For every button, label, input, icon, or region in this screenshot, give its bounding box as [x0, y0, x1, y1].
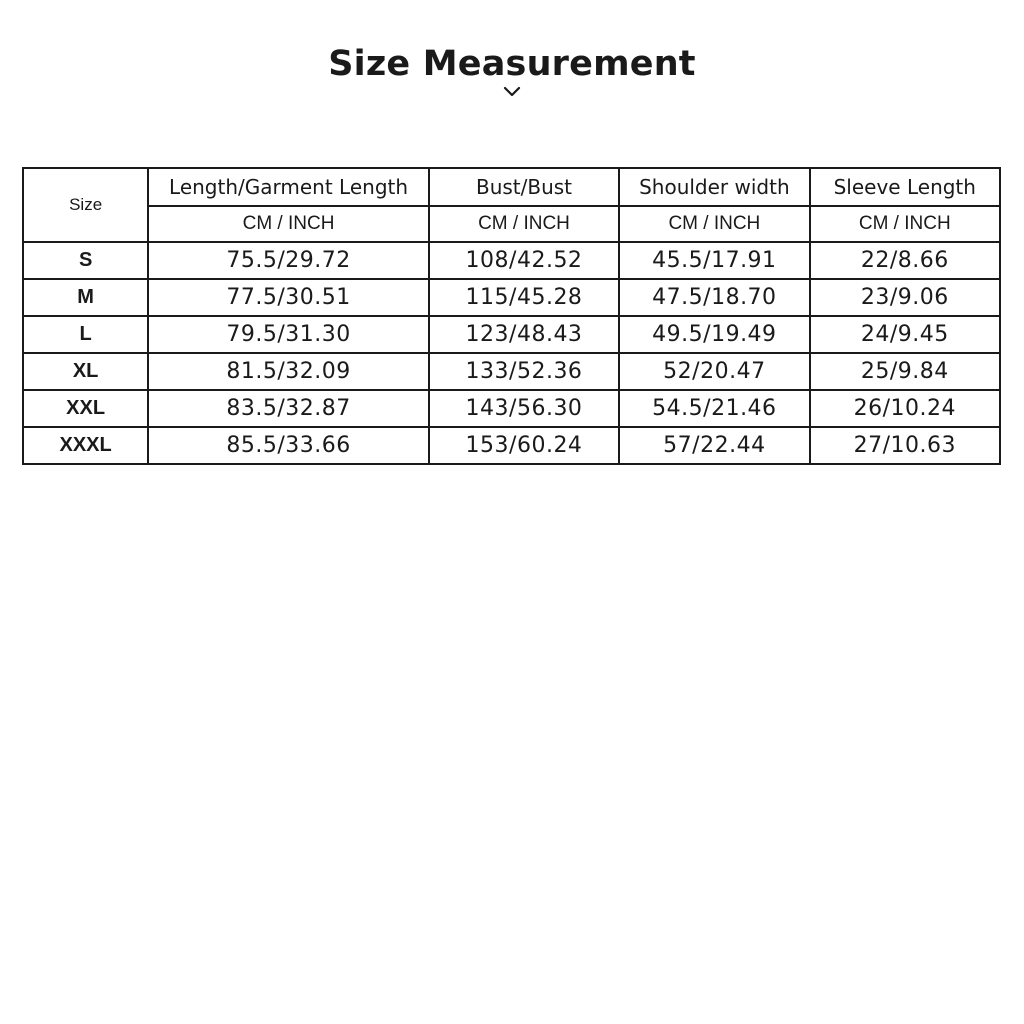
table-unit-row: [23, 206, 1000, 242]
shoulder-cell: 47.5/18.70: [619, 279, 809, 316]
length-cell: 77.5/30.51: [148, 279, 429, 316]
unit-label-shoulder: CM / INCH: [619, 206, 809, 242]
length-cell: 83.5/32.87: [148, 390, 429, 427]
sleeve-cell: 25/9.84: [810, 353, 1000, 390]
size-cell: XL: [23, 353, 148, 390]
chevron-down-icon: [503, 86, 521, 98]
size-cell: XXXL: [23, 427, 148, 464]
unit-label-bust: CM / INCH: [429, 206, 619, 242]
sleeve-cell: 26/10.24: [810, 390, 1000, 427]
table-row: [23, 279, 1000, 316]
shoulder-cell: 49.5/19.49: [619, 316, 809, 353]
size-cell: XXL: [23, 390, 148, 427]
unit-label-sleeve: CM / INCH: [810, 206, 1000, 242]
length-cell: 79.5/31.30: [148, 316, 429, 353]
sleeve-cell: 22/8.66: [810, 242, 1000, 279]
shoulder-cell: 54.5/21.46: [619, 390, 809, 427]
length-cell: 75.5/29.72: [148, 242, 429, 279]
shoulder-cell: 45.5/17.91: [619, 242, 809, 279]
column-header-bust: Bust/Bust: [429, 168, 619, 206]
table-row: [23, 353, 1000, 390]
sleeve-cell: 23/9.06: [810, 279, 1000, 316]
column-header-shoulder: Shoulder width: [619, 168, 809, 206]
column-header-sleeve: Sleeve Length: [810, 168, 1000, 206]
size-chart-table: [22, 167, 1001, 465]
size-cell: S: [23, 242, 148, 279]
table-row: [23, 242, 1000, 279]
sleeve-cell: 24/9.45: [810, 316, 1000, 353]
length-cell: 81.5/32.09: [148, 353, 429, 390]
length-cell: 85.5/33.66: [148, 427, 429, 464]
bust-cell: 115/45.28: [429, 279, 619, 316]
size-header: Size: [23, 168, 148, 242]
bust-cell: 153/60.24: [429, 427, 619, 464]
bust-cell: 143/56.30: [429, 390, 619, 427]
size-cell: M: [23, 279, 148, 316]
bust-cell: 133/52.36: [429, 353, 619, 390]
bust-cell: 123/48.43: [429, 316, 619, 353]
page-title: Size Measurement: [328, 44, 696, 84]
sleeve-cell: 27/10.63: [810, 427, 1000, 464]
table-row: [23, 316, 1000, 353]
table-row: [23, 427, 1000, 464]
column-header-length: Length/Garment Length: [148, 168, 429, 206]
shoulder-cell: 52/20.47: [619, 353, 809, 390]
table-row: [23, 390, 1000, 427]
size-cell: L: [23, 316, 148, 353]
unit-label-length: CM / INCH: [148, 206, 429, 242]
shoulder-cell: 57/22.44: [619, 427, 809, 464]
bust-cell: 108/42.52: [429, 242, 619, 279]
table-header-row: [23, 168, 1000, 206]
